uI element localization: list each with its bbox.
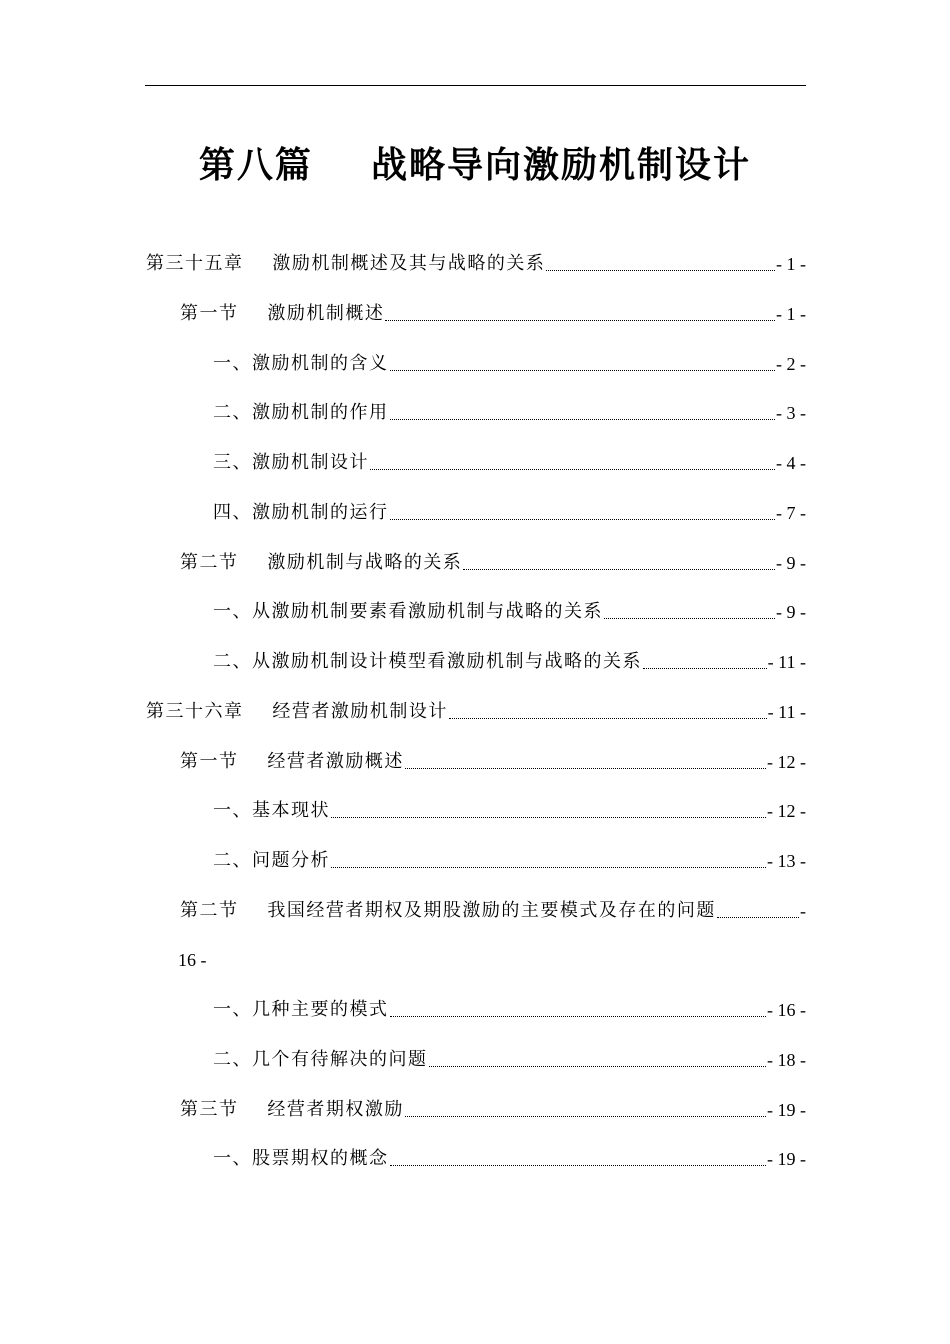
toc-entry-subsection[interactable] <box>213 647 806 677</box>
toc-entry-subsection[interactable] <box>213 349 806 379</box>
toc-entry-subsection[interactable] <box>213 1045 806 1075</box>
toc-page-number: - 19 - <box>767 1100 806 1120</box>
toc-page-number: - 13 - <box>767 851 806 871</box>
toc-entry-section[interactable] <box>180 548 806 578</box>
toc-entry-text: 一、股票期权的概念 <box>213 1148 389 1169</box>
toc-entry-text: 一、从激励机制要素看激励机制与战略的关系 <box>213 601 603 622</box>
toc-dot-leader <box>429 1066 767 1067</box>
toc-entry-text: 二、几个有待解决的问题 <box>213 1049 428 1070</box>
toc-entry-text: 二、从激励机制设计模型看激励机制与战略的关系 <box>213 651 642 672</box>
toc-page-number-part1: - <box>800 901 806 921</box>
toc-entry-subsection[interactable] <box>213 597 806 627</box>
toc-dot-leader <box>390 1165 767 1166</box>
toc-entry-section[interactable] <box>180 299 806 329</box>
toc-entry-text: 第二节 激励机制与战略的关系 <box>180 552 463 573</box>
toc-entry-subsection[interactable] <box>213 498 806 528</box>
toc-dot-leader <box>463 569 775 570</box>
toc-dot-leader <box>643 668 767 669</box>
header-rule <box>145 85 806 86</box>
toc-entry-section[interactable] <box>180 747 806 777</box>
toc-page-number: - 16 - <box>767 1000 806 1020</box>
toc-page-number: - 9 - <box>776 553 806 573</box>
toc-entry-text: 二、激励机制的作用 <box>213 402 389 423</box>
toc-entry-subsection[interactable] <box>213 448 806 478</box>
toc-entry-text: 第三十六章 经营者激励机制设计 <box>146 701 448 722</box>
toc-page-number: - 1 - <box>776 304 806 324</box>
toc-page-number: - 2 - <box>776 354 806 374</box>
toc-dot-leader <box>390 419 776 420</box>
toc-page-number: - 9 - <box>776 602 806 622</box>
toc-dot-leader <box>405 1116 766 1117</box>
toc-entry-subsection[interactable] <box>213 796 806 826</box>
toc-dot-leader <box>390 519 776 520</box>
toc-page-number: - 11 - <box>767 652 806 672</box>
toc-entry-subsection[interactable] <box>213 995 806 1025</box>
toc-entry-text: 三、激励机制设计 <box>213 452 369 473</box>
toc-page-number: - 11 - <box>767 702 806 722</box>
toc-entry-chapter-35[interactable] <box>146 249 806 279</box>
toc-entry-subsection[interactable] <box>213 398 806 428</box>
toc-dot-leader <box>385 320 775 321</box>
page-title: 第八篇 战略导向激励机制设计 <box>198 144 752 186</box>
toc-dot-leader <box>717 917 799 918</box>
toc-entry-text: 第三十五章 激励机制概述及其与战略的关系 <box>146 253 546 274</box>
toc-entry-text: 第三节 经营者期权激励 <box>180 1099 404 1120</box>
toc-dot-leader <box>370 469 775 470</box>
toc-dot-leader <box>390 370 776 371</box>
toc-dot-leader <box>546 270 775 271</box>
toc-entry-text: 一、基本现状 <box>213 800 330 821</box>
toc-entry-text: 第一节 经营者激励概述 <box>180 751 404 772</box>
toc-entry-subsection[interactable] <box>213 1144 806 1174</box>
toc-entry-text: 第一节 激励机制概述 <box>180 303 385 324</box>
toc-dot-leader <box>405 768 766 769</box>
toc-page-number: - 19 - <box>767 1149 806 1169</box>
toc-entry-text: 二、问题分析 <box>213 850 330 871</box>
toc-page-number: - 4 - <box>776 453 806 473</box>
toc-page-number-part2: 16 - <box>178 950 207 970</box>
toc-entry-section-wrapped[interactable] <box>180 896 806 926</box>
toc-entry-subsection[interactable] <box>213 846 806 876</box>
toc-entry-chapter-36[interactable] <box>146 697 806 727</box>
toc-page-number: - 18 - <box>767 1050 806 1070</box>
toc-entry-text: 一、几种主要的模式 <box>213 999 389 1020</box>
toc-dot-leader <box>449 718 767 719</box>
toc-dot-leader <box>390 1016 767 1017</box>
toc-page-number: - 12 - <box>767 801 806 821</box>
toc-entry-section[interactable] <box>180 1095 806 1125</box>
toc-entry-text: 第二节 我国经营者期权及期股激励的主要模式及存在的问题 <box>180 900 716 921</box>
toc-entry-text: 一、激励机制的含义 <box>213 353 389 374</box>
toc-entry-text: 四、激励机制的运行 <box>213 502 389 523</box>
toc-dot-leader <box>604 618 775 619</box>
toc-page-number: - 3 - <box>776 403 806 423</box>
toc-dot-leader <box>331 817 766 818</box>
toc-page-number: - 7 - <box>776 503 806 523</box>
toc-page-number: - 12 - <box>767 752 806 772</box>
toc-page-number: - 1 - <box>776 254 806 274</box>
toc-dot-leader <box>331 867 766 868</box>
